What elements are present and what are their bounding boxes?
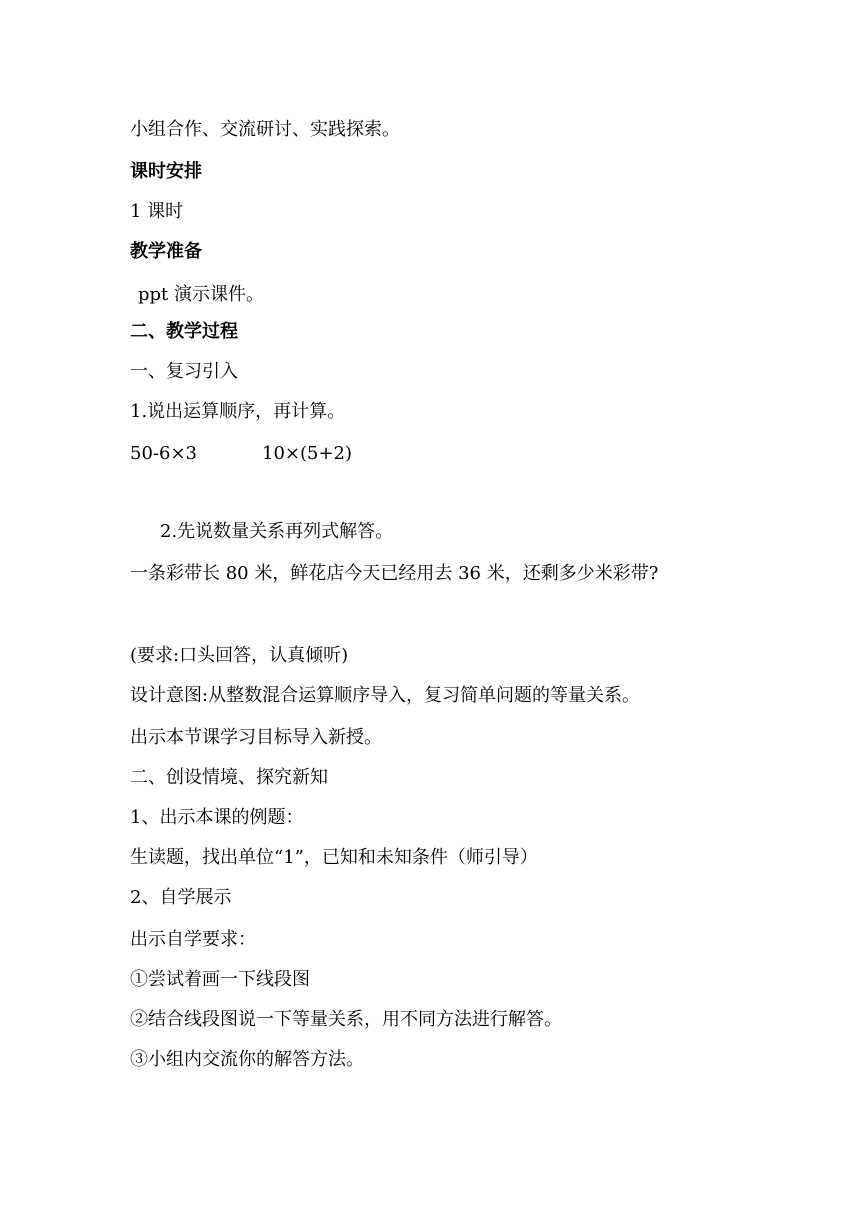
self-study-requirements: 出示自学要求： — [130, 929, 256, 950]
teaching-methods-text: 小组合作、交流研讨、实践探索。 — [130, 119, 400, 140]
design-intent: 设计意图:从整数混合运算顺序导入，复习简单问题的等量关系。 — [130, 685, 641, 706]
requirement-1: ①尝试着画一下线段图 — [130, 969, 310, 990]
expression-2: 10×(5+2) — [262, 443, 353, 464]
requirement-note: (要求:口头回答，认真倾听) — [130, 645, 349, 666]
expression-1: 50-6×3 — [130, 443, 197, 464]
teaching-process-heading: 二、教学过程 — [130, 321, 238, 342]
requirement-3: ③小组内交流你的解答方法。 — [130, 1049, 364, 1070]
objectives-text: 出示本节课学习目标导入新授。 — [130, 727, 382, 748]
preparation-heading: 教学准备 — [130, 241, 202, 262]
review-item-1: 1.说出运算顺序，再计算。 — [130, 401, 346, 422]
schedule-heading: 课时安排 — [130, 161, 202, 182]
part2-title: 二、创设情境、探究新知 — [130, 767, 328, 788]
preparation-text: ppt 演示课件。 — [138, 284, 264, 305]
review-item-2: 2.先说数量关系再列式解答。 — [160, 521, 394, 542]
requirement-2: ②结合线段图说一下等量关系，用不同方法进行解答。 — [130, 1009, 562, 1030]
schedule-text: 1 课时 — [130, 201, 184, 222]
step-1-detail: 生读题，找出单位“1”，已知和未知条件（师引导） — [130, 847, 538, 868]
step-1: 1、出示本课的例题： — [130, 807, 304, 828]
step-2: 2、自学展示 — [130, 887, 232, 908]
word-problem: 一条彩带长 80 米，鲜花店今天已经用去 36 米，还剩多少米彩带? — [130, 563, 659, 584]
part1-title: 一、复习引入 — [130, 361, 238, 382]
